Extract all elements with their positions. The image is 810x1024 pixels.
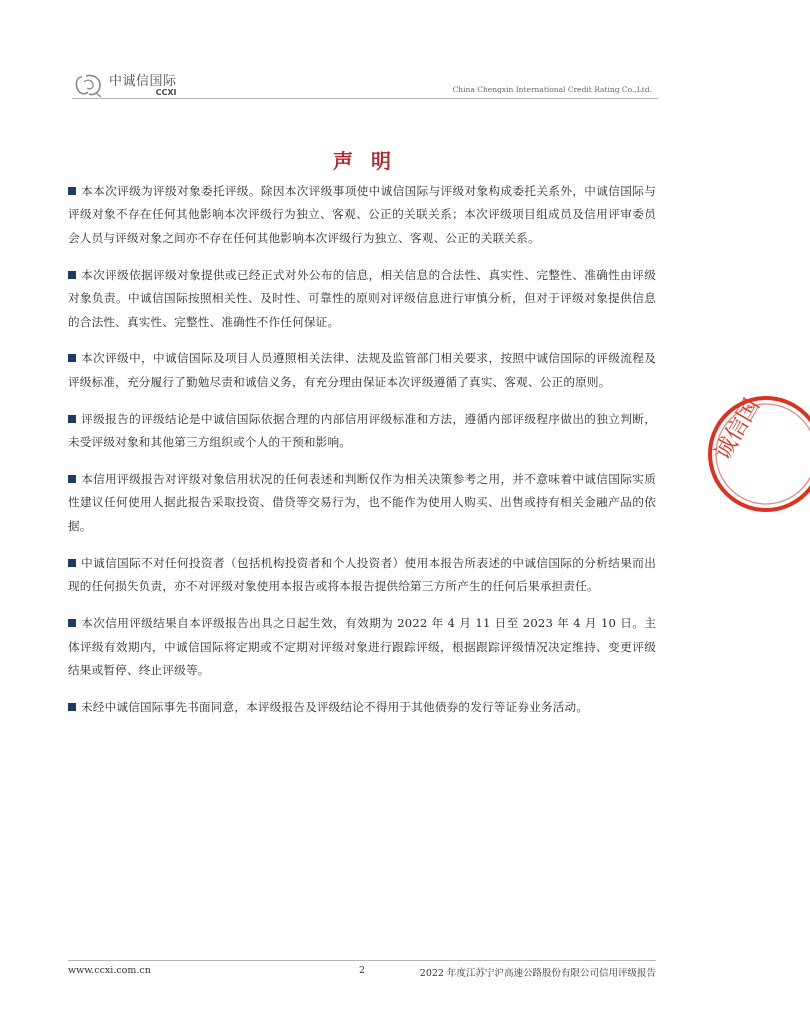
page-number: 2 <box>359 965 366 976</box>
footer-website: www.ccxi.com.cn <box>68 965 151 976</box>
statement-paragraph <box>68 180 656 250</box>
square-bullet-icon <box>68 475 76 483</box>
square-bullet-icon <box>68 559 76 567</box>
statement-paragraph <box>68 347 656 394</box>
seal-text: 诚信国 <box>710 394 766 465</box>
square-bullet-icon <box>68 703 76 711</box>
statement-paragraph <box>68 468 656 538</box>
paragraph-text: 中诚信国际不对任何投资者（包括机构投资者和个人投资者）使用本报告所表述的中诚信国际的分析结果而出现的任何损失负责，亦不对评级对象使用本报告或将本报告提供给第三方所产生的任何后果承担责任。 <box>68 555 656 594</box>
company-english-name: China Chengxin International Credit Rating Co.,Ltd. <box>452 85 652 94</box>
logo-chinese-name: 中诚信国际 <box>109 74 177 89</box>
page-header <box>72 66 658 106</box>
paragraph-text: 本次评级中，中诚信国际及项目人员遵照相关法律、法规及监管部门相关要求，按照中诚信国际的评级流程及评级标准，充分履行了勤勉尽责和诚信义务，有充分理由保证本次评级遵循了真实、客观、公正的原则。 <box>68 351 656 389</box>
statement-paragraph <box>68 696 656 719</box>
statement-paragraph <box>68 552 656 599</box>
header-divider <box>72 98 658 99</box>
paragraph-text: 本信用评级报告对评级对象信用状况的任何表述和判断仅作为相关决策参考之用，并不意味着中诚信国际实质性建议任何使用人据此报告采取投资、借贷等交易行为，也不能作为使用人购买、出售或持有相关金融产品的依据。 <box>68 472 656 533</box>
square-bullet-icon <box>68 187 76 195</box>
statement-body <box>68 180 656 733</box>
footer-divider <box>68 960 656 961</box>
statement-paragraph <box>68 264 656 334</box>
ccxi-logo-icon <box>74 73 106 99</box>
square-bullet-icon <box>68 354 76 362</box>
statement-paragraph <box>68 408 656 455</box>
paragraph-text: 未经中诚信国际事先书面同意，本评级报告及评级结论不得用于其他债券的发行等证券业务活动。 <box>81 699 589 714</box>
paragraph-text: 本次评级依据评级对象提供或已经正式对外公布的信息，相关信息的合法性、真实性、完整性、准确性由评级对象负责。中诚信国际按照相关性、及时性、可靠性的原则对评级信息进行审慎分析，但对于评级对象提供信息的合法性、真实性、完整性、准确性不作任何保证。 <box>68 267 656 329</box>
statement-paragraph <box>68 612 656 682</box>
square-bullet-icon <box>68 415 76 423</box>
logo-english-name: CCXI <box>155 88 177 97</box>
page-title: 声明 <box>333 149 409 173</box>
square-bullet-icon <box>68 271 76 279</box>
page-footer <box>68 960 656 983</box>
paragraph-text: 本本次评级为评级对象委托评级。除因本次评级事项使中诚信国际与评级对象构成委托关系外，中诚信国际与评级对象不存在任何其他影响本次评级行为独立、客观、公正的关联关系；本次评级项目组成员及信用评审委员会人员与评级对象之间亦不存在任何其他影响本次评级行为独立、客观、公正的关联关系。 <box>68 184 656 245</box>
paragraph-text: 本次信用评级结果自本评级报告出具之日起生效，有效期为 2022 年 4 月 11 日至 2023 年 4 月 10 日。主体评级有效期内，中诚信国际将定期或不定期对评级对象进行跟踪评级，根据跟踪评级情况决定维持、变更评级结果或暂停、终止评级等。 <box>68 616 656 677</box>
paragraph-text: 评级报告的评级结论是中诚信国际依据合理的内部信用评级标准和方法，遵循内部评级程序做出的独立判断，未受评级对象和其他第三方组织或个人的干预和影响。 <box>68 411 656 450</box>
footer-report-title: 2022 年度江苏宁沪高速公路股份有限公司信用评级报告 <box>419 968 656 979</box>
square-bullet-icon <box>68 619 76 627</box>
company-seal-stamp <box>700 392 810 532</box>
